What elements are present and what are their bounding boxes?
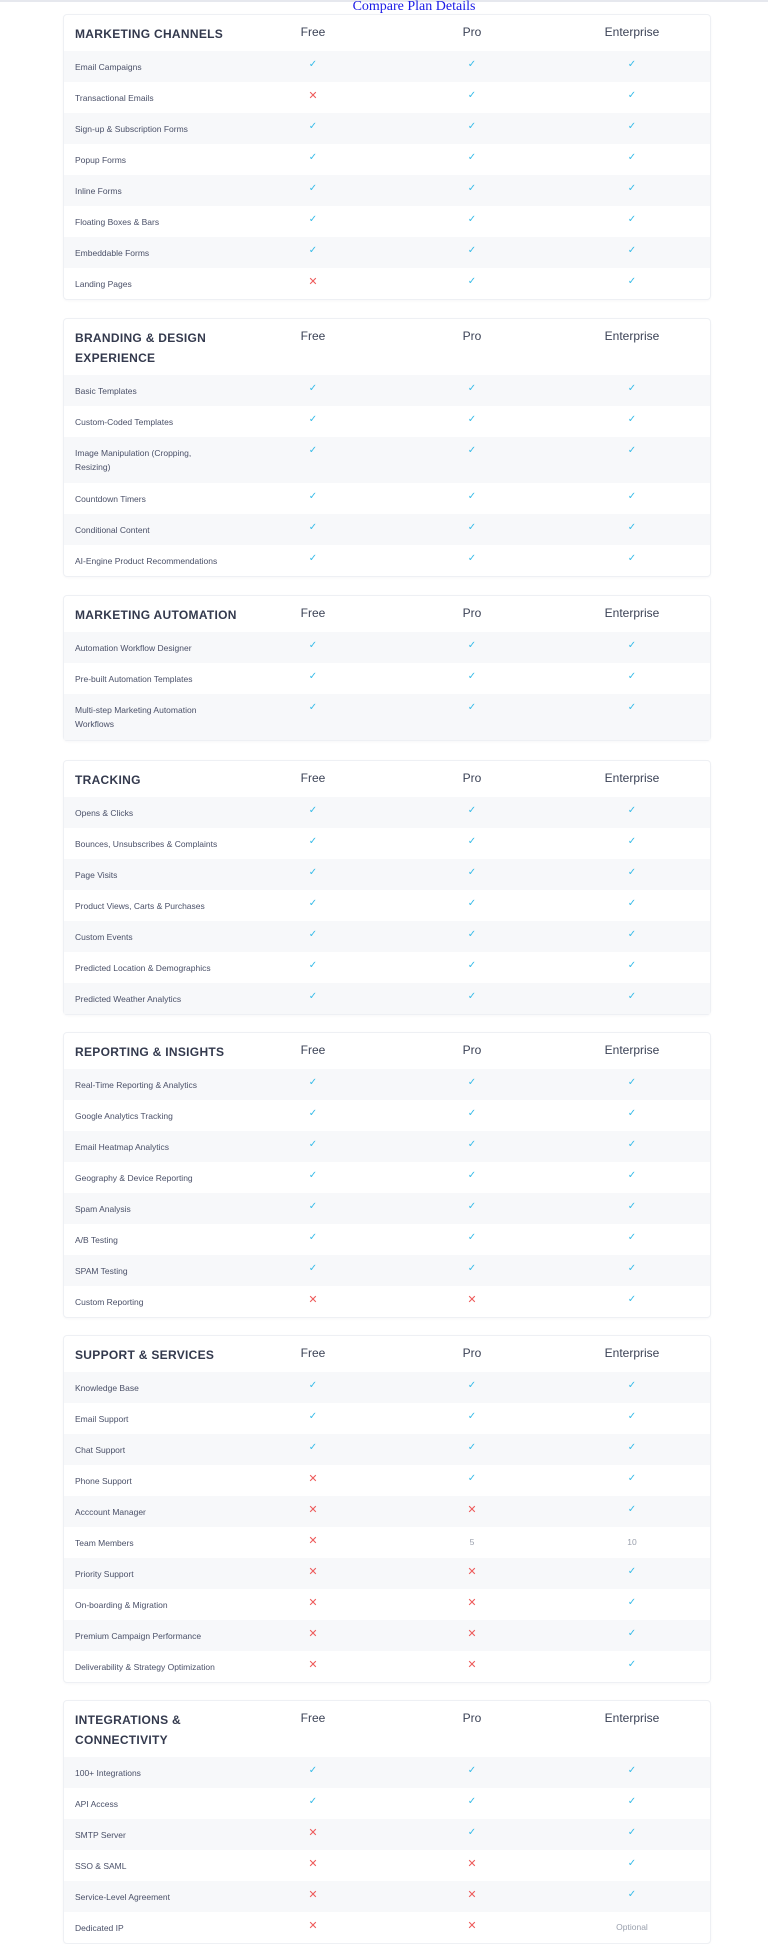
check-icon: ✓: [308, 1796, 318, 1807]
plan-column-header: Enterprise: [604, 1346, 660, 1360]
cross-icon: ✕: [308, 276, 318, 288]
plan-column-header: Pro: [462, 329, 482, 343]
feature-label: Sign-up & Subscription Forms: [75, 124, 188, 134]
cross-icon: ✕: [308, 1566, 318, 1578]
feature-label: Premium Campaign Performance: [75, 1631, 202, 1641]
check-icon: ✓: [467, 383, 477, 394]
section-title: MARKETING CHANNELS: [75, 27, 224, 41]
table-row: [64, 1589, 710, 1620]
check-icon: ✓: [467, 152, 477, 163]
check-icon: ✓: [627, 702, 637, 713]
table-row: [64, 406, 710, 437]
feature-label: Knowledge Base: [75, 1383, 139, 1393]
check-icon: ✓: [467, 276, 477, 287]
feature-label: Custom-Coded Templates: [75, 417, 174, 427]
table-row: [64, 113, 710, 144]
check-icon: ✓: [308, 898, 318, 909]
section-header: [64, 761, 710, 797]
check-icon: ✓: [627, 1170, 637, 1181]
check-icon: ✓: [467, 214, 477, 225]
feature-label: Google Analytics Tracking: [75, 1111, 173, 1121]
feature-label: Conditional Content: [75, 525, 150, 535]
check-icon: ✓: [627, 245, 637, 256]
check-icon: ✓: [308, 121, 318, 132]
check-icon: ✓: [627, 491, 637, 502]
plan-column-header: Enterprise: [604, 606, 660, 620]
table-row: [64, 1162, 710, 1193]
check-icon: ✓: [308, 702, 318, 713]
table-row: [64, 1881, 710, 1912]
table-row: [64, 1850, 710, 1881]
plan-column-header: Free: [300, 606, 326, 620]
check-icon: ✓: [627, 1294, 637, 1305]
plan-column-header: Enterprise: [604, 329, 660, 343]
table-row: [64, 1286, 710, 1317]
check-icon: ✓: [627, 640, 637, 651]
check-icon: ✓: [627, 1442, 637, 1453]
section-title: INTEGRATIONS & CONNECTIVITY: [75, 1713, 181, 1747]
check-icon: ✓: [308, 553, 318, 564]
check-icon: ✓: [308, 152, 318, 163]
table-row: [64, 1255, 710, 1286]
check-icon: ✓: [308, 183, 318, 194]
section-header: [64, 1701, 710, 1757]
check-icon: ✓: [467, 1442, 477, 1453]
feature-label: Acccount Manager: [75, 1507, 146, 1517]
check-icon: ✓: [627, 553, 637, 564]
check-icon: ✓: [627, 1827, 637, 1838]
section-card: [63, 318, 711, 577]
check-icon: ✓: [308, 671, 318, 682]
feature-label: Real-Time Reporting & Analytics: [75, 1080, 198, 1090]
feature-label: Bounces, Unsubscribes & Complaints: [75, 839, 218, 849]
feature-label: Chat Support: [75, 1445, 126, 1455]
table-row: [64, 1819, 710, 1850]
plan-column-header: Free: [300, 1711, 326, 1725]
check-icon: ✓: [308, 1263, 318, 1274]
table-row: [64, 983, 710, 1014]
check-icon: ✓: [627, 898, 637, 909]
feature-label: Geography & Device Reporting: [75, 1173, 193, 1183]
check-icon: ✓: [308, 1201, 318, 1212]
cross-icon: ✕: [308, 90, 318, 102]
check-icon: ✓: [627, 1566, 637, 1577]
section-header: [64, 319, 710, 375]
plan-column-header: Pro: [462, 1711, 482, 1725]
table-row: [64, 144, 710, 175]
check-icon: ✓: [467, 90, 477, 101]
check-icon: ✓: [627, 1077, 637, 1088]
table-row: [64, 1131, 710, 1162]
feature-label: Custom Reporting: [75, 1297, 144, 1307]
section-header: [64, 1336, 710, 1372]
check-icon: ✓: [308, 1170, 318, 1181]
plan-column-header: Enterprise: [604, 25, 660, 39]
check-icon: ✓: [467, 640, 477, 651]
cross-icon: ✕: [308, 1920, 318, 1932]
feature-label: Popup Forms: [75, 155, 127, 165]
feature-label: Deliverability & Strategy Optimization: [75, 1662, 215, 1672]
table-row: [64, 1558, 710, 1589]
feature-label: Email Heatmap Analytics: [75, 1142, 170, 1152]
check-icon: ✓: [627, 1380, 637, 1391]
check-icon: ✓: [308, 445, 318, 456]
check-icon: ✓: [467, 245, 477, 256]
check-icon: ✓: [627, 836, 637, 847]
check-icon: ✓: [627, 1201, 637, 1212]
check-icon: ✓: [627, 1889, 637, 1900]
cross-icon: ✕: [308, 1504, 318, 1516]
section-card: [63, 760, 711, 1015]
cross-icon: ✕: [467, 1628, 477, 1640]
feature-label: Automation Workflow Designer: [75, 643, 192, 653]
cross-icon: ✕: [308, 1628, 318, 1640]
feature-label: Email Campaigns: [75, 62, 142, 72]
check-icon: ✓: [308, 1077, 318, 1088]
cross-icon: ✕: [308, 1827, 318, 1839]
check-icon: ✓: [627, 1473, 637, 1484]
check-icon: ✓: [467, 414, 477, 425]
check-icon: ✓: [308, 1232, 318, 1243]
check-icon: ✓: [627, 1139, 637, 1150]
check-icon: ✓: [627, 960, 637, 971]
plan-column-header: Free: [300, 1043, 326, 1057]
check-icon: ✓: [627, 1858, 637, 1869]
feature-label: Predicted Location & Demographics: [75, 963, 211, 973]
table-row: [64, 1757, 710, 1788]
table-row: [64, 1403, 710, 1434]
table-row: [64, 797, 710, 828]
check-icon: ✓: [467, 491, 477, 502]
table-row: [64, 1788, 710, 1819]
check-icon: ✓: [467, 553, 477, 564]
check-icon: ✓: [308, 214, 318, 225]
plan-column-header: Pro: [462, 25, 482, 39]
plan-column-header: Pro: [462, 771, 482, 785]
table-row: [64, 921, 710, 952]
check-icon: ✓: [627, 1108, 637, 1119]
check-icon: ✓: [627, 1796, 637, 1807]
check-icon: ✓: [627, 867, 637, 878]
plan-column-header: Pro: [462, 1043, 482, 1057]
cross-icon: ✕: [467, 1659, 477, 1671]
feature-label: Service-Level Agreement: [75, 1892, 170, 1902]
check-icon: ✓: [627, 90, 637, 101]
check-icon: ✓: [467, 183, 477, 194]
cross-icon: ✕: [467, 1504, 477, 1516]
check-icon: ✓: [308, 929, 318, 940]
feature-label: Product Views, Carts & Purchases: [75, 901, 205, 911]
plan-column-header: Enterprise: [604, 1711, 660, 1725]
check-icon: ✓: [467, 1263, 477, 1274]
check-icon: ✓: [627, 671, 637, 682]
check-icon: ✓: [627, 1765, 637, 1776]
feature-label: SPAM Testing: [75, 1266, 128, 1276]
table-row: [64, 483, 710, 514]
check-icon: ✓: [467, 1473, 477, 1484]
table-row: [64, 632, 710, 663]
check-icon: ✓: [308, 1139, 318, 1150]
feature-label: Opens & Clicks: [75, 808, 134, 818]
table-row: [64, 1620, 710, 1651]
feature-label: Predicted Weather Analytics: [75, 994, 182, 1004]
check-icon: ✓: [467, 898, 477, 909]
check-icon: ✓: [627, 805, 637, 816]
cross-icon: ✕: [467, 1566, 477, 1578]
check-icon: ✓: [627, 1659, 637, 1670]
table-row: [64, 1224, 710, 1255]
check-icon: ✓: [467, 929, 477, 940]
section-title: BRANDING & DESIGN EXPERIENCE: [75, 331, 207, 365]
feature-label: Embeddable Forms: [75, 248, 150, 258]
check-icon: ✓: [308, 245, 318, 256]
check-icon: ✓: [308, 991, 318, 1002]
check-icon: ✓: [467, 1380, 477, 1391]
table-row: [64, 268, 710, 299]
table-row: [64, 952, 710, 983]
table-row: [64, 206, 710, 237]
check-icon: ✓: [308, 522, 318, 533]
plan-column-header: Pro: [462, 606, 482, 620]
plan-column-header: Pro: [462, 1346, 482, 1360]
check-icon: ✓: [467, 1411, 477, 1422]
plan-column-header: Free: [300, 25, 326, 39]
plan-value: 10: [627, 1537, 637, 1547]
check-icon: ✓: [467, 805, 477, 816]
feature-label: Transactional Emails: [75, 93, 154, 103]
cross-icon: ✕: [467, 1858, 477, 1870]
check-icon: ✓: [467, 671, 477, 682]
check-icon: ✓: [467, 445, 477, 456]
check-icon: ✓: [467, 121, 477, 132]
check-icon: ✓: [467, 1201, 477, 1212]
cross-icon: ✕: [467, 1920, 477, 1932]
table-row: [64, 51, 710, 82]
check-icon: ✓: [308, 383, 318, 394]
feature-label: Countdown Timers: [75, 494, 146, 504]
check-icon: ✓: [627, 183, 637, 194]
feature-label: Page Visits: [75, 870, 118, 880]
table-row: [64, 1372, 710, 1403]
table-row: [64, 1100, 710, 1131]
feature-label: API Access: [75, 1799, 118, 1809]
check-icon: ✓: [627, 1628, 637, 1639]
feature-label: Custom Events: [75, 932, 133, 942]
section-title: SUPPORT & SERVICES: [75, 1348, 215, 1362]
check-icon: ✓: [308, 1765, 318, 1776]
check-icon: ✓: [627, 1232, 637, 1243]
check-icon: ✓: [627, 522, 637, 533]
check-icon: ✓: [627, 929, 637, 940]
table-row: [64, 890, 710, 921]
table-row: [64, 828, 710, 859]
section-card: [63, 14, 711, 300]
check-icon: ✓: [467, 1170, 477, 1181]
table-row: [64, 1434, 710, 1465]
feature-label: 100+ Integrations: [75, 1768, 141, 1778]
feature-label: Phone Support: [75, 1476, 132, 1486]
section-card: [63, 1700, 711, 1944]
plan-column-header: Enterprise: [604, 1043, 660, 1057]
table-row: [64, 375, 710, 406]
check-icon: ✓: [467, 1108, 477, 1119]
feature-label: Floating Boxes & Bars: [75, 217, 160, 227]
check-icon: ✓: [467, 1796, 477, 1807]
check-icon: ✓: [308, 1380, 318, 1391]
section-title: MARKETING AUTOMATION: [75, 608, 237, 622]
check-icon: ✓: [627, 1411, 637, 1422]
table-row: [64, 1193, 710, 1224]
check-icon: ✓: [308, 414, 318, 425]
check-icon: ✓: [467, 1827, 477, 1838]
feature-label: Email Support: [75, 1414, 129, 1424]
check-icon: ✓: [627, 1597, 637, 1608]
table-row: [64, 1912, 710, 1943]
check-icon: ✓: [467, 1765, 477, 1776]
check-icon: ✓: [308, 640, 318, 651]
table-row: [64, 694, 710, 740]
plan-column-header: Free: [300, 1346, 326, 1360]
feature-label: Image Manipulation (Cropping, Resizing): [75, 448, 192, 472]
cross-icon: ✕: [308, 1858, 318, 1870]
check-icon: ✓: [467, 59, 477, 70]
check-icon: ✓: [308, 867, 318, 878]
check-icon: ✓: [308, 1411, 318, 1422]
check-icon: ✓: [308, 960, 318, 971]
plan-value: 5: [469, 1537, 475, 1547]
plan-column-header: Free: [300, 771, 326, 785]
table-row: [64, 1496, 710, 1527]
feature-label: SSO & SAML: [75, 1861, 127, 1871]
feature-label: Priority Support: [75, 1569, 134, 1579]
table-row: [64, 1651, 710, 1682]
table-row: [64, 237, 710, 268]
check-icon: ✓: [627, 383, 637, 394]
feature-label: Multi-step Marketing Automation Workflows: [75, 705, 197, 729]
feature-label: Spam Analysis: [75, 1204, 131, 1214]
section-title: TRACKING: [75, 773, 141, 787]
cross-icon: ✕: [467, 1597, 477, 1609]
cross-icon: ✕: [308, 1294, 318, 1306]
cross-icon: ✕: [308, 1535, 318, 1547]
check-icon: ✓: [627, 214, 637, 225]
section-card: [63, 1032, 711, 1318]
check-icon: ✓: [467, 867, 477, 878]
check-icon: ✓: [308, 836, 318, 847]
check-icon: ✓: [308, 59, 318, 70]
feature-label: A/B Testing: [75, 1235, 118, 1245]
check-icon: ✓: [467, 991, 477, 1002]
cross-icon: ✕: [467, 1294, 477, 1306]
cross-icon: ✕: [308, 1597, 318, 1609]
plan-value: Optional: [616, 1922, 648, 1932]
table-row: [64, 437, 710, 483]
check-icon: ✓: [467, 1077, 477, 1088]
table-row: [64, 663, 710, 694]
feature-label: Team Members: [75, 1538, 134, 1548]
feature-label: Pre-built Automation Templates: [75, 674, 193, 684]
check-icon: ✓: [627, 276, 637, 287]
cross-icon: ✕: [308, 1659, 318, 1671]
check-icon: ✓: [308, 491, 318, 502]
check-icon: ✓: [627, 121, 637, 132]
section-card: [63, 1335, 711, 1683]
check-icon: ✓: [467, 960, 477, 971]
check-icon: ✓: [467, 702, 477, 713]
plan-column-header: Enterprise: [604, 771, 660, 785]
check-icon: ✓: [627, 152, 637, 163]
check-icon: ✓: [308, 805, 318, 816]
check-icon: ✓: [627, 1263, 637, 1274]
feature-label: On-boarding & Migration: [75, 1600, 168, 1610]
check-icon: ✓: [467, 1232, 477, 1243]
check-icon: ✓: [308, 1442, 318, 1453]
check-icon: ✓: [627, 414, 637, 425]
check-icon: ✓: [627, 59, 637, 70]
check-icon: ✓: [467, 836, 477, 847]
section-header: [64, 1033, 710, 1069]
check-icon: ✓: [467, 1139, 477, 1150]
feature-label: Dedicated IP: [75, 1923, 124, 1933]
table-row: [64, 1069, 710, 1100]
cross-icon: ✕: [467, 1889, 477, 1901]
table-row: [64, 514, 710, 545]
feature-label: AI-Engine Product Recommendations: [75, 556, 218, 566]
check-icon: ✓: [627, 1504, 637, 1515]
cross-icon: ✕: [308, 1889, 318, 1901]
section-card: [63, 595, 711, 741]
section-title: REPORTING & INSIGHTS: [75, 1045, 225, 1059]
section-header: [64, 596, 710, 632]
feature-label: Basic Templates: [75, 386, 137, 396]
table-row: [64, 175, 710, 206]
table-row: [64, 1527, 710, 1558]
section-header: [64, 15, 710, 51]
feature-label: Inline Forms: [75, 186, 122, 196]
feature-label: SMTP Server: [75, 1830, 126, 1840]
check-icon: ✓: [467, 522, 477, 533]
table-row: [64, 82, 710, 113]
table-row: [64, 1465, 710, 1496]
feature-label: Landing Pages: [75, 279, 132, 289]
check-icon: ✓: [627, 991, 637, 1002]
table-row: [64, 859, 710, 890]
check-icon: ✓: [308, 1108, 318, 1119]
check-icon: ✓: [627, 445, 637, 456]
plan-column-header: Free: [300, 329, 326, 343]
table-row: [64, 545, 710, 576]
page-title: Compare Plan Details: [352, 0, 476, 14]
cross-icon: ✕: [308, 1473, 318, 1485]
